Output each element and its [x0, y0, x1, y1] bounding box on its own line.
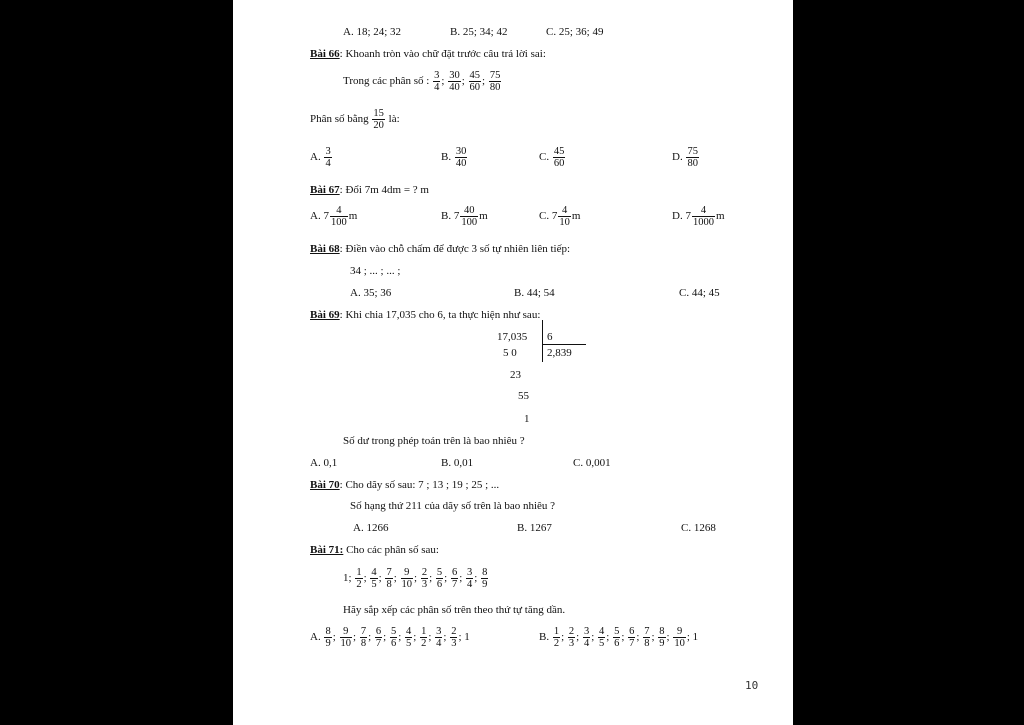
- bai66-title: Bài 66: [310, 48, 340, 60]
- division-dividend: 17,035: [497, 331, 528, 343]
- division-horizontal-line: [542, 344, 586, 345]
- division-remainder: 1: [524, 413, 530, 425]
- bai66-option-a: A. $\frac{3}{4}$: [310, 146, 331, 169]
- division-quotient: 2,839: [547, 347, 572, 359]
- bai68-sequence: 34 ; ... ; ... ;: [350, 265, 401, 277]
- bai68-option-a: A. 35; 36: [350, 287, 392, 299]
- top-option-c: C. 25; 36; 49: [546, 26, 604, 38]
- top-option-b: B. 25; 34; 42: [450, 26, 508, 38]
- bai66-heading: [310, 48, 546, 61]
- bai70-text: : Cho dãy số sau: 7 ; 13 ; 19 ; 25 ; ...: [339, 479, 500, 491]
- bai66-question: [310, 108, 400, 131]
- bai70-option-a: A. 1266: [353, 522, 389, 534]
- bai70-heading: [310, 479, 499, 492]
- bai71-option-a: A. $\frac{8}{9}$ ; $\frac{9}{10}$ ; $\frac{7}{8}$ ; $\frac{6}{7}$ ; $\frac{5}{6}$ ; $\frac{4}{5}$ ; $\frac{1}{2}$ ; $\frac{3}{4}$ ; $\frac{2}{3}$ ; 1: [310, 626, 470, 649]
- bai71-text: Cho các phân số sau:: [343, 544, 439, 556]
- bai70-title: Bài 70: [310, 479, 340, 491]
- bai67-option-a: A. 7 $\frac{4}{100}$ m: [310, 205, 358, 228]
- bai66-text: : Khoanh tròn vào chữ đặt trước câu trả lời sai:: [339, 48, 546, 60]
- fraction: $\frac{45}{60}$: [469, 70, 480, 93]
- fraction: $\frac{15}{20}$: [373, 108, 384, 131]
- bai67-heading: [310, 184, 429, 197]
- bai71-option-b: B. $\frac{1}{2}$ ; $\frac{2}{3}$ ; $\frac{3}{4}$ ; $\frac{4}{5}$ ; $\frac{5}{6}$ ; $\frac{6}{7}$ ; $\frac{7}{8}$ ; $\frac{8}{9}$ ; $\frac{9}{10}$ ; 1: [539, 626, 699, 649]
- bai71-fraction-list: 1; $\frac{1}{2}$ ; $\frac{4}{5}$ ; $\frac{7}{8}$ ; $\frac{9}{10}$ ; $\frac{2}{3}$ ; $\frac{5}{6}$ ; $\frac{6}{7}$ ; $\frac{3}{4}$ ; $\frac{8}{9}$: [343, 567, 488, 590]
- fraction: $\frac{75}{80}$: [489, 70, 501, 93]
- bai67-option-b: B. 7 $\frac{40}{100}$ m: [441, 205, 488, 228]
- bai71-title: Bài 71:: [310, 544, 344, 556]
- bai68-option-b: B. 44; 54: [514, 287, 555, 299]
- bai67-option-d: D. 7 $\frac{4}{1000}$ m: [672, 205, 725, 228]
- bai69-title: Bài 69: [310, 309, 340, 321]
- division-vertical-line: [542, 320, 543, 362]
- bai66-option-b: B. $\frac{30}{40}$: [441, 146, 467, 169]
- bai69-question: Số dư trong phép toán trên là bao nhiêu ?: [343, 435, 525, 447]
- bai68-option-c: C. 44; 45: [679, 287, 720, 299]
- bai70-option-c: C. 1268: [681, 522, 716, 534]
- bai67-title: Bài 67: [310, 184, 340, 196]
- bai66-question-tail: là:: [388, 113, 400, 126]
- bai66-option-c: C. $\frac{45}{60}$: [539, 146, 565, 169]
- bai71-instruction: Hãy sắp xếp các phân số trên theo thứ tự tăng dần.: [343, 604, 566, 616]
- bai68-heading: [310, 243, 570, 256]
- bai68-title: Bài 68: [310, 243, 340, 255]
- bai71-heading: [310, 544, 439, 557]
- bai69-text: : Khi chia 17,035 cho 6, ta thực hiện như sau:: [339, 309, 541, 321]
- bai68-text: : Điền vào chỗ chấm để được 3 số tự nhiên liên tiếp:: [339, 243, 571, 255]
- bai67-text: : Đổi 7m 4dm = ? m: [339, 184, 429, 196]
- bai69-option-c: C. 0,001: [573, 457, 611, 469]
- bai69-heading: [310, 309, 540, 322]
- fraction: $\frac{3}{4}$: [434, 70, 440, 93]
- bai66-fraction-list: Trong các phân số : $\frac{3}{4}$ ; $\frac{30}{40}$ ; $\frac{45}{60}$ ; $\frac{75}{80}$: [343, 70, 501, 93]
- division-step-2: 23: [510, 369, 521, 381]
- bai66-intro: Trong các phân số :: [343, 75, 430, 88]
- division-step-1: 5 0: [503, 347, 517, 359]
- document-page: [233, 0, 793, 725]
- bai69-option-b: B. 0,01: [441, 457, 474, 469]
- top-option-a: A. 18; 24; 32: [343, 26, 402, 38]
- bai70-question: Số hạng thứ 211 của dãy số trên là bao nhiêu ?: [350, 500, 556, 512]
- page-number: 10: [745, 679, 759, 692]
- division-step-3: 55: [518, 390, 529, 402]
- bai66-question-text: Phân số bằng: [310, 113, 369, 126]
- bai69-option-a: A. 0,1: [310, 457, 338, 469]
- fraction: $\frac{30}{40}$: [449, 70, 460, 93]
- bai67-option-c: C. 7 $\frac{4}{10}$ m: [539, 205, 581, 228]
- bai70-option-b: B. 1267: [517, 522, 552, 534]
- bai66-option-d: D. $\frac{75}{80}$: [672, 146, 698, 169]
- division-divisor: 6: [547, 331, 553, 343]
